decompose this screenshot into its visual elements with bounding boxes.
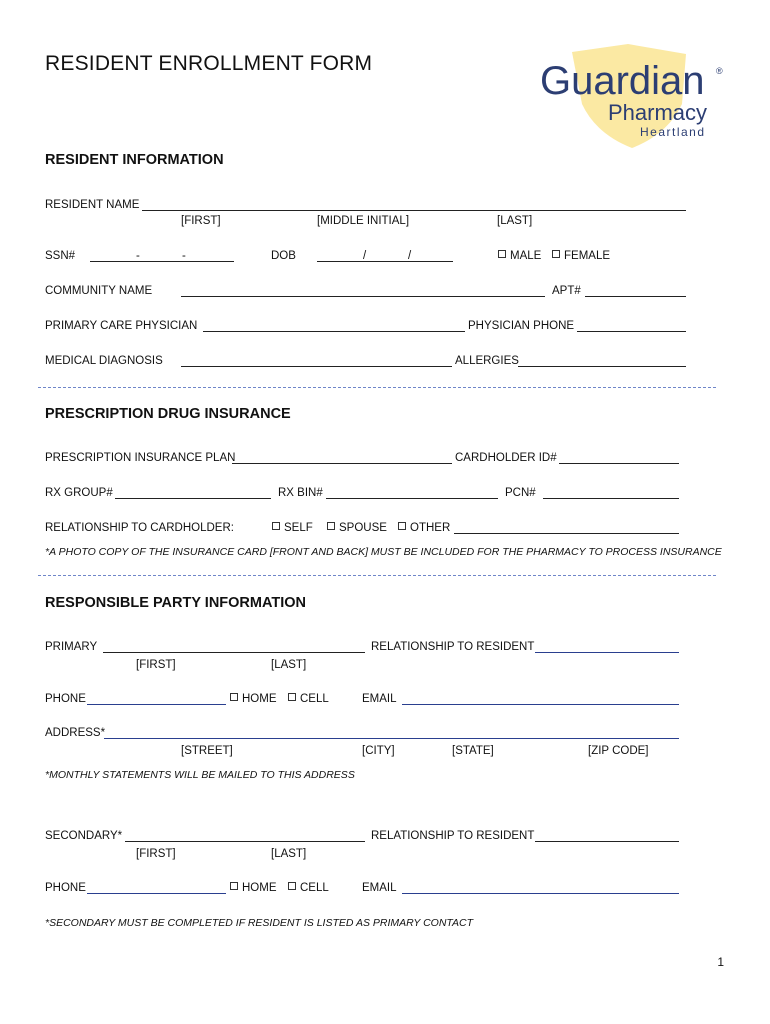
secondary-first-caption: [FIRST] bbox=[136, 848, 176, 860]
ssn-dash-2: - bbox=[182, 250, 186, 262]
pcn-label: PCN# bbox=[505, 487, 536, 499]
secondary-last-caption: [LAST] bbox=[271, 848, 307, 860]
secondary-phone-line[interactable] bbox=[87, 893, 226, 894]
community-name-label: COMMUNITY NAME bbox=[45, 285, 153, 297]
section-divider bbox=[38, 387, 716, 388]
dob-slash-1: / bbox=[363, 250, 367, 262]
checkbox-icon bbox=[288, 882, 296, 890]
section-heading-responsible: RESPONSIBLE PARTY INFORMATION bbox=[45, 595, 307, 611]
page-title: RESIDENT ENROLLMENT FORM bbox=[45, 52, 373, 75]
relationship-cardholder-label: RELATIONSHIP TO CARDHOLDER: bbox=[45, 522, 234, 534]
primary-first-caption: [FIRST] bbox=[136, 659, 176, 671]
apt-line[interactable] bbox=[585, 296, 686, 297]
other-label: OTHER bbox=[410, 522, 451, 534]
secondary-note: *SECONDARY MUST BE COMPLETED IF RESIDENT IS LISTED AS PRIMARY CONTACT bbox=[45, 917, 474, 929]
secondary-email-label: EMAIL bbox=[362, 882, 397, 894]
apt-label: APT# bbox=[552, 285, 581, 297]
rx-bin-label: RX BIN# bbox=[278, 487, 323, 499]
primary-relationship-label: RELATIONSHIP TO RESIDENT bbox=[371, 641, 535, 653]
allergies-label: ALLERGIES bbox=[455, 355, 519, 367]
address-label: ADDRESS* bbox=[45, 727, 106, 739]
primary-name-line[interactable] bbox=[103, 652, 365, 653]
zip-caption: [ZIP CODE] bbox=[588, 745, 649, 757]
resident-middle-caption: [MIDDLE INITIAL] bbox=[317, 215, 410, 227]
checkbox-icon bbox=[230, 882, 238, 890]
checkbox-icon bbox=[272, 522, 280, 530]
home-label: HOME bbox=[242, 882, 277, 894]
pcn-line[interactable] bbox=[543, 498, 679, 499]
physician-label: PRIMARY CARE PHYSICIAN bbox=[45, 320, 198, 332]
insurance-plan-line[interactable] bbox=[232, 463, 452, 464]
primary-phone-label: PHONE bbox=[45, 693, 86, 705]
primary-phone-line[interactable] bbox=[87, 704, 226, 705]
secondary-home-checkbox[interactable] bbox=[230, 881, 277, 895]
checkbox-icon bbox=[552, 250, 560, 258]
physician-line[interactable] bbox=[203, 331, 465, 332]
ssn-line[interactable] bbox=[90, 261, 234, 262]
logo-product: Pharmacy bbox=[608, 100, 708, 125]
resident-last-caption: [LAST] bbox=[497, 215, 533, 227]
dob-slash-2: / bbox=[408, 250, 412, 262]
secondary-name-line[interactable] bbox=[125, 841, 365, 842]
spouse-checkbox[interactable] bbox=[327, 521, 387, 535]
section-heading-insurance: PRESCRIPTION DRUG INSURANCE bbox=[45, 406, 291, 422]
street-caption: [STREET] bbox=[181, 745, 233, 757]
secondary-label: SECONDARY* bbox=[45, 830, 123, 842]
secondary-relationship-label: RELATIONSHIP TO RESIDENT bbox=[371, 830, 535, 842]
diagnosis-line[interactable] bbox=[181, 366, 452, 367]
physician-phone-line[interactable] bbox=[577, 331, 686, 332]
secondary-cell-checkbox[interactable] bbox=[288, 881, 329, 895]
other-line[interactable] bbox=[454, 533, 679, 534]
self-label: SELF bbox=[284, 522, 313, 534]
address-note: *MONTHLY STATEMENTS WILL BE MAILED TO THIS ADDRESS bbox=[45, 769, 355, 781]
checkbox-icon bbox=[327, 522, 335, 530]
allergies-line[interactable] bbox=[518, 366, 686, 367]
community-name-line[interactable] bbox=[181, 296, 545, 297]
state-caption: [STATE] bbox=[452, 745, 494, 757]
logo-registered: ® bbox=[716, 66, 723, 76]
primary-email-line[interactable] bbox=[402, 704, 679, 705]
checkbox-icon bbox=[398, 522, 406, 530]
secondary-phone-label: PHONE bbox=[45, 882, 86, 894]
checkbox-icon bbox=[230, 693, 238, 701]
dob-label: DOB bbox=[271, 250, 296, 262]
ssn-dash-1: - bbox=[136, 250, 140, 262]
resident-first-caption: [FIRST] bbox=[181, 215, 221, 227]
section-divider bbox=[38, 575, 716, 576]
insurance-note: *A PHOTO COPY OF THE INSURANCE CARD [FRONT AND BACK] MUST BE INCLUDED FOR THE PHARMACY TO PROCESS INSURANCE bbox=[45, 546, 722, 558]
dob-line[interactable] bbox=[317, 261, 453, 262]
logo-region: Heartland bbox=[640, 125, 706, 139]
checkbox-icon bbox=[498, 250, 506, 258]
address-line[interactable] bbox=[104, 738, 679, 739]
secondary-email-line[interactable] bbox=[402, 893, 679, 894]
female-label: FEMALE bbox=[564, 250, 611, 262]
guardian-pharmacy-logo bbox=[536, 42, 732, 150]
rx-group-line[interactable] bbox=[115, 498, 271, 499]
ssn-label: SSN# bbox=[45, 250, 76, 262]
cardholder-id-line[interactable] bbox=[559, 463, 679, 464]
other-checkbox[interactable] bbox=[398, 521, 450, 535]
cell-label: CELL bbox=[300, 882, 329, 894]
resident-name-label: RESIDENT NAME bbox=[45, 199, 140, 211]
resident-name-line[interactable] bbox=[142, 210, 686, 211]
spouse-label: SPOUSE bbox=[339, 522, 387, 534]
cell-label: CELL bbox=[300, 693, 329, 705]
primary-cell-checkbox[interactable] bbox=[288, 692, 329, 706]
male-label: MALE bbox=[510, 250, 542, 262]
city-caption: [CITY] bbox=[362, 745, 395, 757]
primary-relationship-line[interactable] bbox=[535, 652, 679, 653]
physician-phone-label: PHYSICIAN PHONE bbox=[468, 320, 575, 332]
logo-brand: Guardian bbox=[540, 59, 705, 103]
male-checkbox[interactable] bbox=[498, 249, 541, 263]
insurance-plan-label: PRESCRIPTION INSURANCE PLAN bbox=[45, 452, 236, 464]
self-checkbox[interactable] bbox=[272, 521, 313, 535]
checkbox-icon bbox=[288, 693, 296, 701]
rx-group-label: RX GROUP# bbox=[45, 487, 113, 499]
primary-last-caption: [LAST] bbox=[271, 659, 307, 671]
primary-email-label: EMAIL bbox=[362, 693, 397, 705]
female-checkbox[interactable] bbox=[552, 249, 610, 263]
page-number: 1 bbox=[717, 955, 724, 969]
cardholder-id-label: CARDHOLDER ID# bbox=[455, 452, 557, 464]
secondary-relationship-line[interactable] bbox=[535, 841, 679, 842]
rx-bin-line[interactable] bbox=[326, 498, 498, 499]
section-heading-resident: RESIDENT INFORMATION bbox=[45, 152, 224, 168]
home-label: HOME bbox=[242, 693, 277, 705]
primary-label: PRIMARY bbox=[45, 641, 98, 653]
primary-home-checkbox[interactable] bbox=[230, 692, 277, 706]
diagnosis-label: MEDICAL DIAGNOSIS bbox=[45, 355, 163, 367]
